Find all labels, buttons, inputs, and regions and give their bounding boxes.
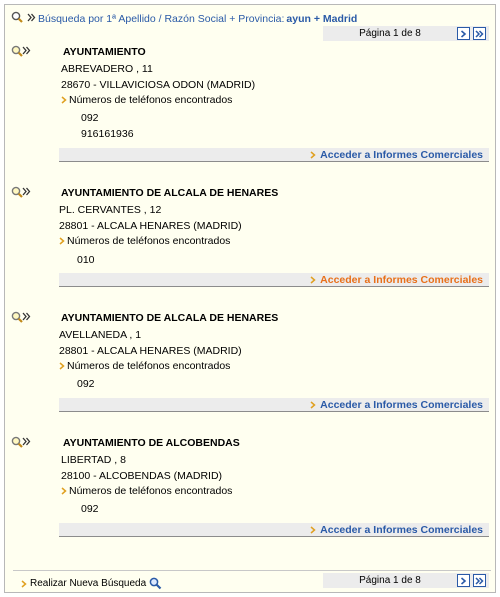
chevron-right-icon: [61, 487, 67, 495]
phones-label: [61, 485, 232, 497]
result-magnifier-icon: [11, 45, 33, 61]
phones-label-text: Números de teléfonos encontrados: [67, 360, 231, 372]
phones-label: [59, 235, 230, 247]
commercial-reports-link[interactable]: Acceder a Informes Comerciales: [310, 274, 483, 286]
chevron-right-icon: [310, 276, 316, 284]
last-page-button[interactable]: [473, 574, 486, 587]
footer-divider: [13, 570, 491, 571]
next-page-icon: [460, 30, 467, 38]
address-street: PL. CERVANTES , 12: [59, 204, 162, 216]
address-city: 28801 - ALCALA HENARES (MADRID): [59, 345, 242, 357]
chevron-right-icon: [310, 401, 316, 409]
last-page-icon: [475, 30, 484, 38]
results-panel: [4, 4, 496, 593]
last-page-icon: [475, 577, 484, 585]
address-street: ABREVADERO , 11: [61, 63, 153, 75]
double-chevron-icon: [27, 13, 36, 25]
result-magnifier-icon: [11, 436, 33, 452]
address-street: AVELLANEDA , 1: [59, 329, 142, 341]
commercial-reports-link[interactable]: Acceder a Informes Comerciales: [310, 399, 483, 411]
company-name[interactable]: AYUNTAMIENTO DE ALCOBENDAS: [63, 437, 240, 449]
search-summary: [11, 12, 357, 26]
page-indicator: Página 1 de 8: [359, 575, 421, 586]
report-link-bar: [59, 398, 489, 412]
new-search-link[interactable]: [21, 577, 163, 590]
commercial-reports-link[interactable]: Acceder a Informes Comerciales: [310, 149, 483, 161]
report-link-bar: [59, 148, 489, 162]
phone-number: 092: [81, 503, 99, 515]
phone-number: 916161936: [81, 128, 134, 140]
company-name[interactable]: AYUNTAMIENTO: [63, 46, 146, 58]
company-name[interactable]: AYUNTAMIENTO DE ALCALA DE HENARES: [61, 187, 279, 199]
commercial-reports-link[interactable]: Acceder a Informes Comerciales: [310, 524, 483, 536]
next-page-icon: [460, 577, 467, 585]
search-icon: [149, 577, 163, 590]
phone-number: 092: [77, 378, 95, 390]
result-magnifier-icon: [11, 186, 33, 202]
next-page-button[interactable]: [457, 27, 470, 40]
chevron-right-icon: [310, 151, 316, 159]
chevron-right-icon: [59, 237, 65, 245]
report-link-bar: [59, 523, 489, 537]
address-city: 28801 - ALCALA HENARES (MADRID): [59, 220, 242, 232]
search-magnifier-icon: [11, 11, 25, 27]
page-indicator: Página 1 de 8: [359, 28, 421, 39]
phones-label-text: Números de teléfonos encontrados: [69, 485, 233, 497]
chevron-right-icon: [310, 526, 316, 534]
phones-label: [59, 360, 230, 372]
search-term: ayun + Madrid: [286, 13, 358, 25]
phones-label-text: Números de teléfonos encontrados: [67, 235, 231, 247]
search-criteria-label: Búsqueda por 1ª Apellido / Razón Social + Provincia:: [38, 13, 285, 25]
chevron-right-icon: [61, 96, 67, 104]
phones-label-text: Números de teléfonos encontrados: [69, 94, 233, 106]
address-city: 28100 - ALCOBENDAS (MADRID): [61, 470, 223, 482]
company-name[interactable]: AYUNTAMIENTO DE ALCALA DE HENARES: [61, 312, 279, 324]
phones-label: [61, 94, 232, 106]
pager-bottom: [323, 573, 489, 588]
report-link-bar: [59, 273, 489, 287]
phone-number: 092: [81, 112, 99, 124]
phone-number: 010: [77, 254, 95, 266]
address-city: 28670 - VILLAVICIOSA ODON (MADRID): [61, 79, 256, 91]
address-street: LIBERTAD , 8: [61, 454, 126, 466]
chevron-right-icon: [21, 580, 27, 588]
new-search-label: Realizar Nueva Búsqueda: [30, 578, 147, 589]
chevron-right-icon: [59, 362, 65, 370]
next-page-button[interactable]: [457, 574, 470, 587]
result-magnifier-icon: [11, 311, 33, 327]
pager-top: [323, 26, 489, 41]
last-page-button[interactable]: [473, 27, 486, 40]
